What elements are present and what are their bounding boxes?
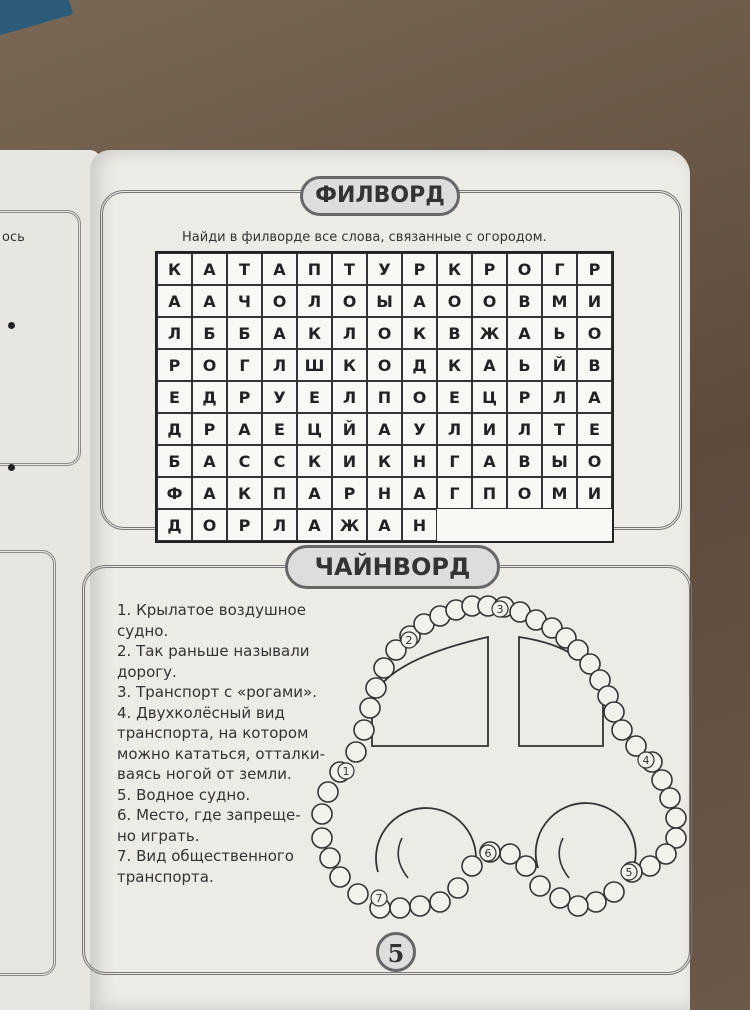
grid-cell: О bbox=[367, 349, 402, 381]
grid-cell: А bbox=[297, 509, 332, 541]
grid-cell: А bbox=[262, 253, 297, 285]
grid-cell: О bbox=[192, 509, 227, 541]
chain-circle bbox=[430, 892, 450, 912]
chain-circle bbox=[346, 742, 366, 762]
grid-cell: О bbox=[367, 317, 402, 349]
grid-cell: Р bbox=[157, 349, 192, 381]
chain-number-label: 1 bbox=[342, 765, 350, 778]
chain-circle bbox=[312, 828, 332, 848]
chain-circle bbox=[410, 896, 430, 916]
grid-cell: Л bbox=[332, 317, 367, 349]
car-wheel-right bbox=[536, 803, 636, 872]
grid-cell: Т bbox=[227, 253, 262, 285]
grid-cell: М bbox=[542, 285, 577, 317]
grid-cell: Р bbox=[227, 381, 262, 413]
chain-circle bbox=[360, 698, 380, 718]
grid-cell: В bbox=[507, 285, 542, 317]
grid-cell: О bbox=[262, 285, 297, 317]
chain-circle bbox=[354, 720, 374, 740]
grid-cell: О bbox=[402, 381, 437, 413]
grid-cell: К bbox=[297, 445, 332, 477]
grid-cell: К bbox=[157, 253, 192, 285]
grid-cell: О bbox=[577, 445, 612, 477]
clue-line: 5. Водное судно. bbox=[117, 785, 251, 804]
grid-cell: В bbox=[577, 349, 612, 381]
grid-cell: Й bbox=[332, 413, 367, 445]
chain-circle bbox=[500, 844, 520, 864]
grid-cell: П bbox=[262, 477, 297, 509]
clue-line: 1. Крылатое воздушное судно. bbox=[117, 601, 306, 640]
chain-circle bbox=[666, 808, 686, 828]
chain-circles bbox=[312, 596, 686, 918]
chain-circle bbox=[448, 878, 468, 898]
grid-cell: Р bbox=[192, 413, 227, 445]
chain-circle bbox=[612, 720, 632, 740]
grid-cell: Б bbox=[157, 445, 192, 477]
grid-cell: А bbox=[192, 445, 227, 477]
clue-line: транспорта. bbox=[117, 867, 214, 886]
chain-circle bbox=[604, 882, 624, 902]
grid-cell: Е bbox=[437, 381, 472, 413]
grid-cell: К bbox=[332, 349, 367, 381]
grid-cell: Ф bbox=[157, 477, 192, 509]
grid-cell: Д bbox=[192, 381, 227, 413]
chain-circle bbox=[390, 898, 410, 918]
filword-instruction: Найди в филворде все слова, связанные с огородом. bbox=[182, 230, 547, 245]
clue-line: 4. Двухколёсный вид bbox=[117, 703, 285, 722]
grid-cell: Т bbox=[332, 253, 367, 285]
grid-cell: А bbox=[402, 285, 437, 317]
grid-cell: Ж bbox=[472, 317, 507, 349]
chainword-title: ЧАЙНВОРД bbox=[285, 545, 500, 589]
grid-cell: А bbox=[472, 349, 507, 381]
grid-cell: И bbox=[577, 477, 612, 509]
grid-cell: И bbox=[472, 413, 507, 445]
grid-cell: У bbox=[367, 253, 402, 285]
grid-cell: А bbox=[507, 317, 542, 349]
grid-cell: Р bbox=[472, 253, 507, 285]
grid-cell: П bbox=[367, 381, 402, 413]
grid-cell: Л bbox=[542, 381, 577, 413]
clue-line: 7. Вид общественного bbox=[117, 847, 294, 865]
clue-line: можно кататься, отталки- bbox=[117, 744, 325, 763]
wheel-shine bbox=[398, 838, 408, 878]
chain-circle bbox=[318, 782, 338, 802]
chain-number-label: 2 bbox=[405, 634, 413, 647]
grid-cell: Л bbox=[332, 381, 367, 413]
grid-cell: П bbox=[297, 253, 332, 285]
grid-cell: К bbox=[297, 317, 332, 349]
grid-cell: Л bbox=[262, 349, 297, 381]
chain-circle bbox=[530, 876, 550, 896]
grid-cell: Ы bbox=[542, 445, 577, 477]
grid-cell: А bbox=[157, 285, 192, 317]
grid-cell: В bbox=[507, 445, 542, 477]
chain-circle bbox=[640, 856, 660, 876]
grid-cell: И bbox=[332, 445, 367, 477]
chain-circle bbox=[660, 788, 680, 808]
grid-cell: У bbox=[262, 381, 297, 413]
grid-cell: К bbox=[437, 253, 472, 285]
grid-cell: Б bbox=[192, 317, 227, 349]
clue-line: дорогу. bbox=[117, 662, 177, 681]
grid-cell: А bbox=[577, 381, 612, 413]
chain-number-label: 4 bbox=[642, 754, 650, 767]
wheel-shine bbox=[559, 838, 569, 878]
grid-cell: Ь bbox=[507, 349, 542, 381]
grid-cell: В bbox=[437, 317, 472, 349]
grid-cell: Д bbox=[157, 413, 192, 445]
grid-cell: Р bbox=[577, 253, 612, 285]
grid-cell: Р bbox=[507, 381, 542, 413]
chain-circle bbox=[348, 884, 368, 904]
grid-cell: А bbox=[402, 477, 437, 509]
grid-cell: Т bbox=[542, 413, 577, 445]
clue-line: 3. Транспорт с «рогами». bbox=[117, 683, 317, 701]
grid-cell: А bbox=[262, 317, 297, 349]
chain-circle bbox=[374, 658, 394, 678]
chain-circle bbox=[652, 770, 672, 790]
grid-cell: О bbox=[192, 349, 227, 381]
grid-cell: Н bbox=[402, 509, 437, 541]
grid-cell: Ы bbox=[367, 285, 402, 317]
grid-cell: Д bbox=[157, 509, 192, 541]
grid-cell: Л bbox=[437, 413, 472, 445]
grid-cell: А bbox=[192, 477, 227, 509]
grid-cell: К bbox=[367, 445, 402, 477]
grid-cell: Л bbox=[157, 317, 192, 349]
grid-cell: Л bbox=[507, 413, 542, 445]
chain-circle bbox=[604, 702, 624, 722]
left-partial-text: ось bbox=[2, 230, 25, 245]
grid-cell: Д bbox=[402, 349, 437, 381]
grid-cell: Ш bbox=[297, 349, 332, 381]
grid-cell: Е bbox=[262, 413, 297, 445]
grid-cell: Е bbox=[577, 413, 612, 445]
clue-line: транспорта, на котором bbox=[117, 724, 309, 742]
grid-cell: Р bbox=[227, 509, 262, 541]
grid-cell: Е bbox=[297, 381, 332, 413]
grid-cell: Н bbox=[402, 445, 437, 477]
chain-circle bbox=[568, 896, 588, 916]
clue-line: 6. Место, где запреще- bbox=[117, 806, 301, 824]
chain-circle bbox=[550, 888, 570, 908]
grid-cell: А bbox=[367, 413, 402, 445]
grid-cell: Н bbox=[367, 477, 402, 509]
grid-cell: А bbox=[192, 285, 227, 317]
grid-cell: Ч bbox=[227, 285, 262, 317]
grid-cell: О bbox=[507, 253, 542, 285]
grid-cell: Р bbox=[332, 477, 367, 509]
filword-title: ФИЛВОРД bbox=[300, 176, 460, 216]
grid-cell: А bbox=[472, 445, 507, 477]
grid-cell: А bbox=[227, 413, 262, 445]
grid-cell: Л bbox=[297, 285, 332, 317]
grid-cell: И bbox=[577, 285, 612, 317]
chain-number-label: 6 bbox=[484, 847, 492, 860]
grid-cell: Ь bbox=[542, 317, 577, 349]
chain-circle bbox=[330, 867, 350, 887]
chain-number-label: 3 bbox=[496, 603, 504, 616]
grid-cell: П bbox=[472, 477, 507, 509]
grid-cell: О bbox=[437, 285, 472, 317]
chain-number-label: 5 bbox=[625, 866, 633, 879]
grid-cell: О bbox=[472, 285, 507, 317]
grid-cell: Г bbox=[437, 445, 472, 477]
grid-cell: Й bbox=[542, 349, 577, 381]
grid-cell: О bbox=[507, 477, 542, 509]
grid-cell: Г bbox=[227, 349, 262, 381]
grid-cell: А bbox=[192, 253, 227, 285]
chain-circle bbox=[462, 856, 482, 876]
grid-cell: Г bbox=[437, 477, 472, 509]
grid-cell: Ц bbox=[472, 381, 507, 413]
car-wheel-left bbox=[376, 808, 476, 872]
grid-cell: К bbox=[227, 477, 262, 509]
grid-cell: Б bbox=[227, 317, 262, 349]
grid-cell: Р bbox=[402, 253, 437, 285]
grid-cell: М bbox=[542, 477, 577, 509]
chain-circle bbox=[366, 678, 386, 698]
grid-cell: О bbox=[332, 285, 367, 317]
grid-cell: Г bbox=[542, 253, 577, 285]
clue-line: ваясь ногой от земли. bbox=[117, 765, 292, 783]
chain-circle bbox=[320, 848, 340, 868]
grid-cell: Ц bbox=[297, 413, 332, 445]
clue-line: но играть. bbox=[117, 826, 200, 845]
page-number: 5 bbox=[376, 932, 416, 972]
chain-circle bbox=[312, 804, 332, 824]
grid-cell: А bbox=[367, 509, 402, 541]
grid-cell: К bbox=[437, 349, 472, 381]
grid-cell: С bbox=[262, 445, 297, 477]
grid-cell: Л bbox=[262, 509, 297, 541]
grid-cell: Е bbox=[157, 381, 192, 413]
clue-line: 2. Так раньше называли bbox=[117, 642, 310, 660]
grid-cell: К bbox=[402, 317, 437, 349]
grid-cell: У bbox=[402, 413, 437, 445]
grid-cell: Ж bbox=[332, 509, 367, 541]
grid-cell: С bbox=[227, 445, 262, 477]
grid-cell: О bbox=[577, 317, 612, 349]
chain-number-label: 7 bbox=[375, 892, 383, 905]
chain-circle bbox=[586, 892, 606, 912]
grid-cell: А bbox=[297, 477, 332, 509]
